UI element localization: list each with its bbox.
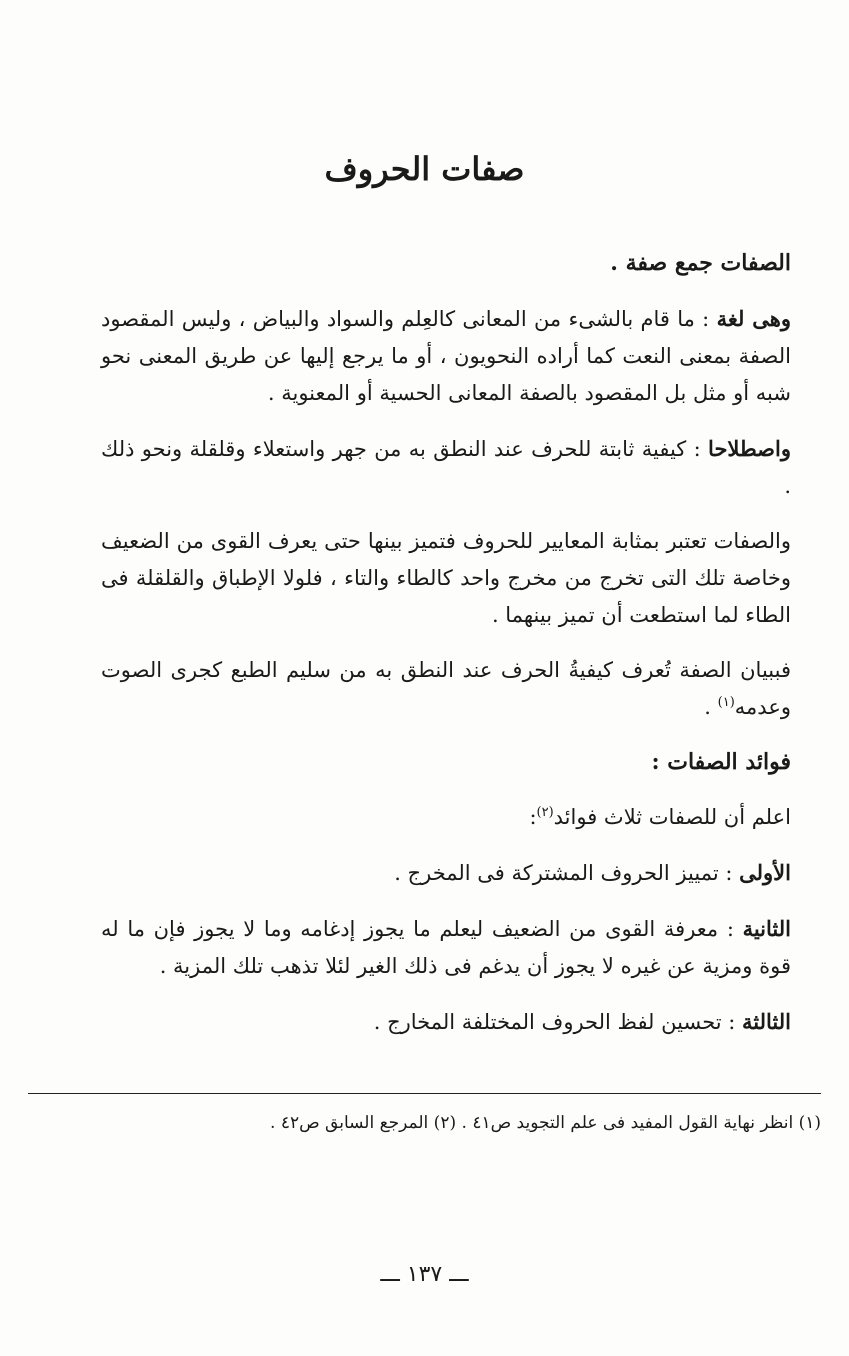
definition-heading: الصفات جمع صفة . [610, 250, 791, 276]
footnote-ref-2: (٢) [536, 805, 554, 820]
main-text [101, 245, 791, 1059]
page-number: ـــ ١٣٧ ـــ [380, 1262, 469, 1287]
footnote-ref-1: (١) [717, 695, 735, 710]
benefit-second [101, 910, 791, 985]
footnote-divider [28, 1093, 821, 1094]
standards-paragraph: والصفات تعتبر بمثابة المعايير للحروف فتميز بينها حتى يعرف القوى من الضعيف وخاصة تلك التى تخرج من مخرج واحد كالطاء والتاء ، فلولا الإطباق والقلقلة فى الطاء لما استطعت أن تميز بينهما . [101, 529, 791, 627]
benefit-third [101, 1003, 791, 1041]
lugha-paragraph [101, 300, 791, 412]
lugha-label: وهى لغة [716, 306, 791, 331]
istilah-text: : كيفية ثابتة للحرف عند النطق به من جهر واستعلاء وقلقلة ونحو ذلك . [101, 437, 791, 498]
benefit-third-label: الثالثة [742, 1009, 791, 1034]
benefit-first [101, 854, 791, 892]
benefits-intro-end: : [529, 805, 537, 829]
clarity-end: . [704, 695, 711, 719]
footnotes: (١) انظر نهاية القول المفيد فى علم التجويد ص٤١ . (٢) المرجع السابق ص٤٢ . [270, 1113, 821, 1133]
istilah-label: واصطلاحا [708, 436, 791, 461]
benefit-first-label: الأولى [739, 860, 791, 885]
benefits-heading: فوائد الصفات : [651, 749, 791, 775]
benefits-intro [101, 799, 791, 836]
page-title: صفات الحروف [324, 150, 525, 188]
clarity-paragraph [101, 652, 791, 726]
benefit-second-text: : معرفة القوى من الضعيف ليعلم ما يجوز إدغامه وما لا يجوز فإن ما له قوة ومزية عن غيره لا يجوز أن يدغم فى ذلك الغير لئلا تذهب تلك المزية . [101, 917, 791, 978]
clarity-text: فببيان الصفة تُعرف كيفيةُ الحرف عند النطق به من سليم الطبع كجرى الصوت وعدمه [101, 658, 791, 719]
benefit-first-text: : تمييز الحروف المشتركة فى المخرج . [394, 861, 733, 885]
benefit-third-text: : تحسين لفظ الحروف المختلفة المخارج . [373, 1010, 736, 1034]
istilah-paragraph [101, 430, 791, 505]
lugha-text: : ما قام بالشىء من المعانى كالعِلم والسواد والبياض ، وليس المقصود الصفة بمعنى النعت كما أراده النحويون ، أو ما يرجع إليها عن طريق المعنى نحو شبه أو مثل بل المقصود بالصفة المعانى الحسية أو المعنوية . [101, 307, 791, 405]
benefit-second-label: الثانية [742, 916, 791, 941]
benefits-intro-text: اعلم أن للصفات ثلاث فوائد [553, 805, 791, 829]
